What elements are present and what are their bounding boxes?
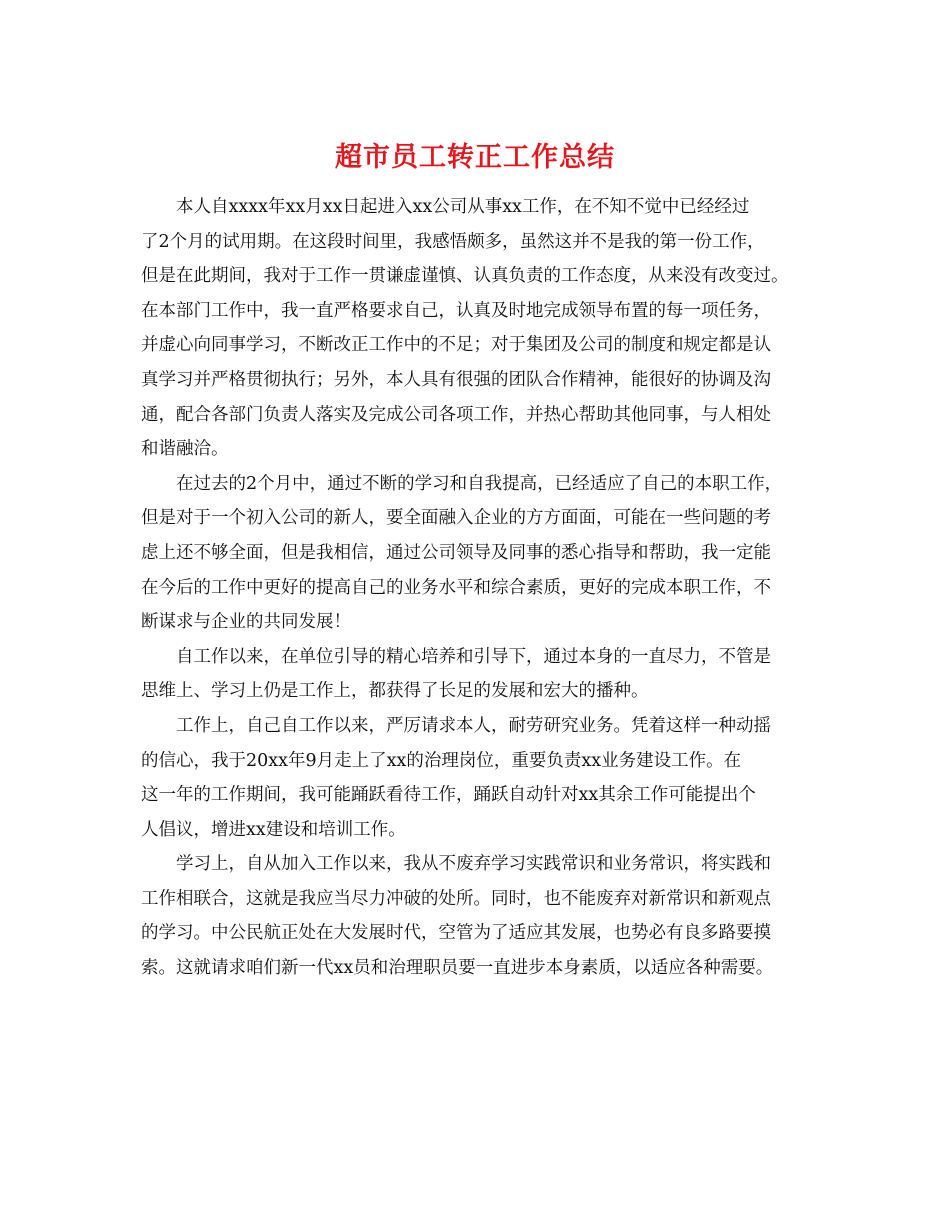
paragraph-line: 的学习。中公民航正处在大发展时代，空管为了适应其发展，也势必有良多路要摸 — [141, 923, 771, 944]
paragraph-line: 断谋求与企业的共同发展！ — [141, 612, 351, 633]
paragraph-line: 自工作以来，在单位引导的精心培养和引导下，通过本身的一直尽力，不管是 — [176, 646, 771, 667]
paragraph-line: 但是对于一个初入公司的新人，要全面融入企业的方方面面，可能在一些问题的考 — [141, 508, 771, 529]
paragraph-line: 通，配合各部门负责人落实及完成公司各项工作，并热心帮助其他同事，与人相处 — [141, 404, 771, 425]
paragraph-line: 真学习并严格贯彻执行；另外，本人具有很强的团队合作精神，能很好的协调及沟 — [141, 369, 771, 390]
paragraph-line: 工作上，自己自工作以来，严厉请求本人，耐劳研究业务。凭着这样一种动摇 — [176, 715, 771, 736]
document-title: 超市员工转正工作总结 — [335, 142, 615, 173]
paragraph-line: 在今后的工作中更好的提高自己的业务水平和综合素质，更好的完成本职工作，不 — [141, 577, 771, 598]
paragraph-line: 人倡议，增进xx建设和培训工作。 — [141, 819, 406, 840]
paragraph-line: 思维上、学习上仍是工作上，都获得了长足的发展和宏大的播种。 — [141, 681, 649, 702]
paragraph-line: 和谐融洽。 — [141, 439, 229, 460]
paragraph-line: 在本部门工作中，我一直严格要求自己，认真及时地完成领导布置的每一项任务， — [141, 300, 771, 321]
paragraph-5 — [141, 847, 813, 985]
document-body — [141, 190, 813, 986]
paragraph-4 — [141, 709, 813, 847]
paragraph-line: 并虚心向同事学习，不断改正工作中的不足；对于集团及公司的制度和规定都是认 — [141, 335, 771, 356]
paragraph-line: 索。这就请求咱们新一代xx员和治理职员要一直进步本身素质，以适应各种需要。 — [141, 958, 774, 979]
paragraph-line: 学习上，自从加入工作以来，我从不废弃学习实践常识和业务常识，将实践和 — [176, 854, 771, 875]
paragraph-2 — [141, 467, 813, 640]
paragraph-line: 工作相联合，这就是我应当尽力冲破的处所。同时，也不能废弃对新常识和新观点 — [141, 888, 771, 909]
paragraph-line: 但是在此期间，我对于工作一贯谦虚谨慎、认真负责的工作态度，从来没有改变过。 — [141, 266, 789, 287]
paragraph-1 — [141, 190, 813, 467]
paragraph-line: 本人自xxxx年xx月xx日起进入xx公司从事xx工作，在不知不觉中已经经过 — [176, 197, 750, 217]
paragraph-line: 的信心，我于20xx年9月走上了xx的治理岗位，重要负责xx业务建设工作。在 — [141, 750, 742, 771]
paragraph-line: 了2个月的试用期。在这段时间里，我感悟颇多，虽然这并不是我的第一份工作， — [141, 231, 765, 252]
paragraph-line: 这一年的工作期间，我可能踊跃看待工作，踊跃自动针对xx其余工作可能提出个 — [141, 785, 756, 806]
paragraph-3 — [141, 640, 813, 709]
paragraph-line: 虑上还不够全面，但是我相信，通过公司领导及同事的悉心指导和帮助，我一定能 — [141, 542, 771, 563]
paragraph-line: 在过去的2个月中，通过不断的学习和自我提高，已经适应了自己的本职工作， — [176, 473, 783, 494]
